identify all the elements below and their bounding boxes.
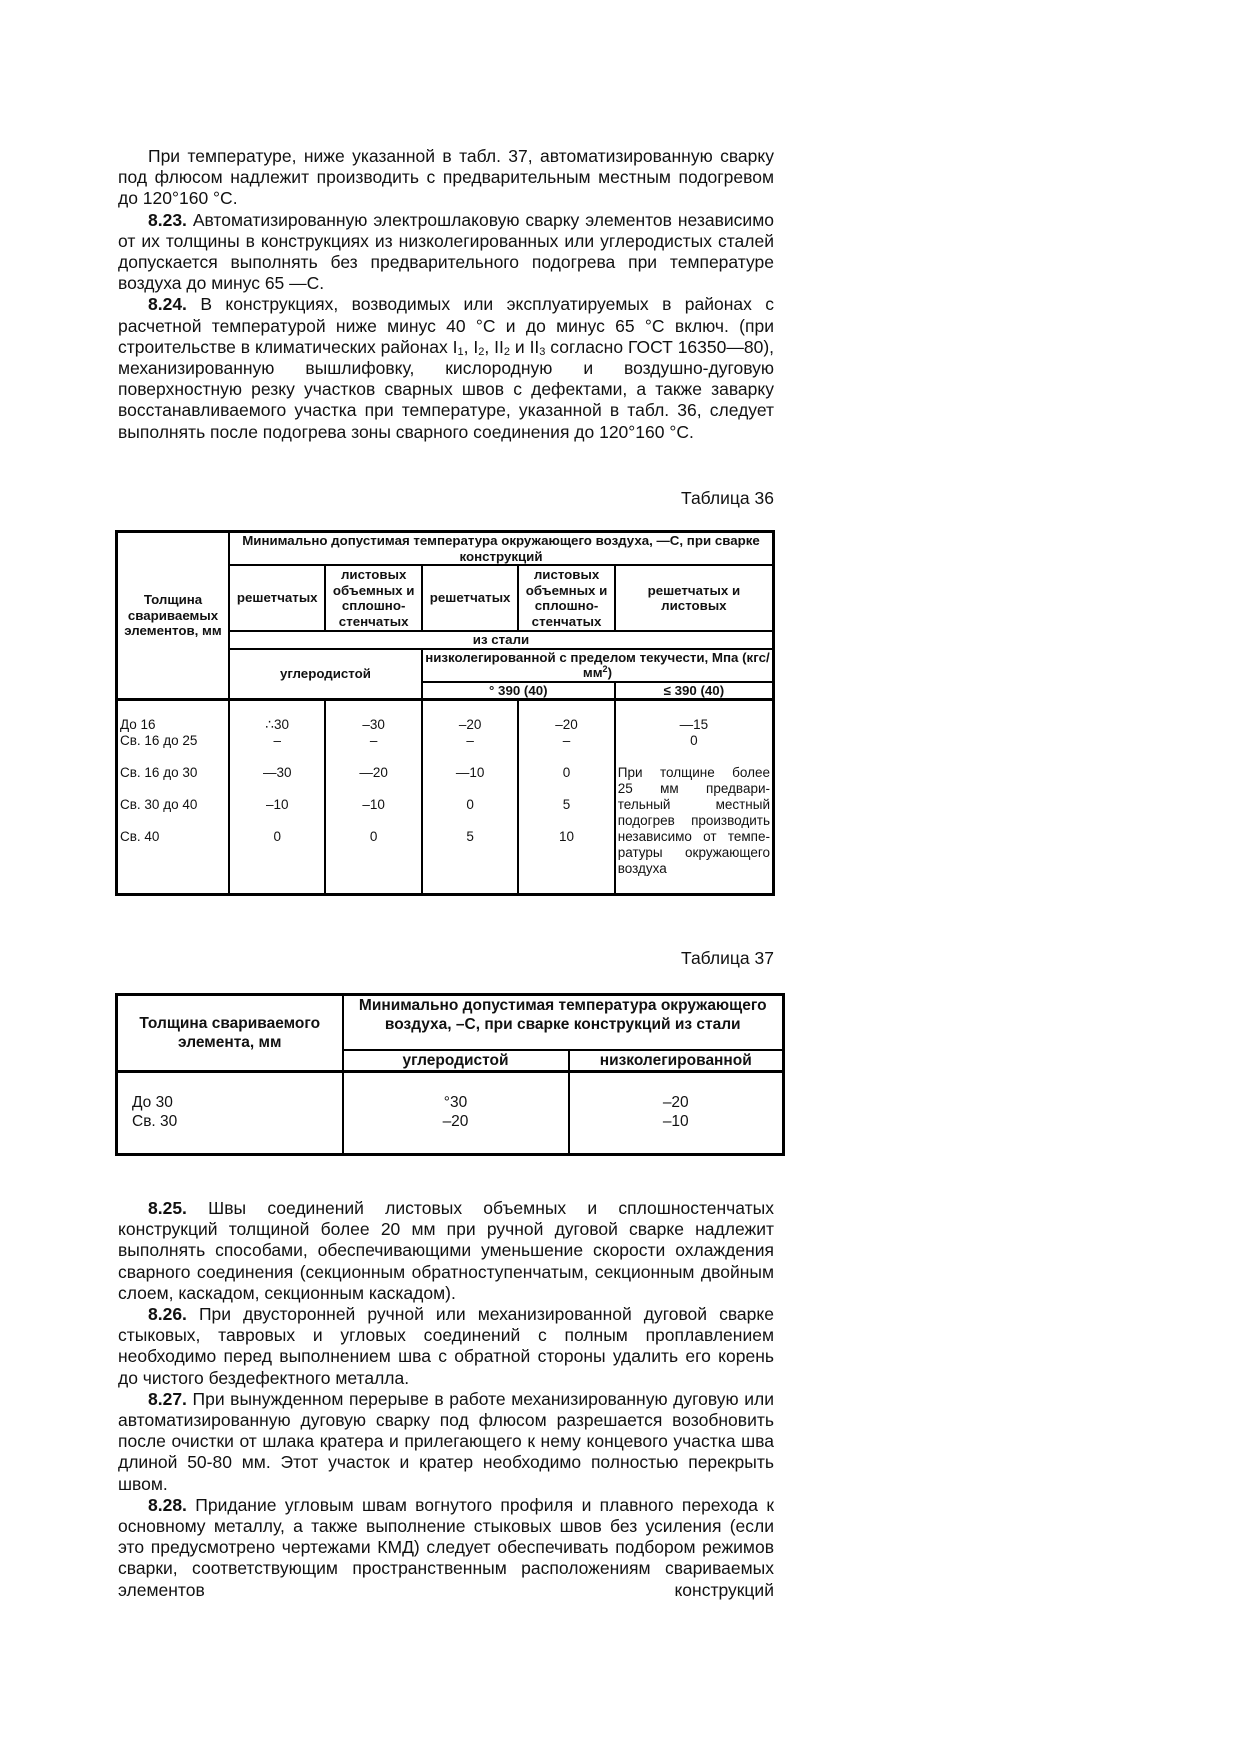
table-cell: – [369,733,378,748]
note-line: 25 мм предвари- [617,781,770,796]
table-cell: 0 [466,797,474,812]
col-v3 [422,700,518,895]
header-lowalloy-steel: низколегированной [569,1050,784,1072]
clause-number: 8.27. [148,1388,187,1409]
note-line: ратуры окружающего [617,845,770,860]
table-cell: 0 [690,733,698,748]
paragraph-8-26 [118,1304,774,1389]
clause-number: 8.24. [148,294,187,315]
paragraph-8-27 [118,1389,774,1495]
header-carbon-steel: углеродистой [343,1050,569,1072]
table-cell: –10 [362,797,385,812]
header-min-temp: Минимально допустимая температура окружающего воздуха, –С, при сварке конструкций из стали [343,995,784,1050]
paragraph-8-24 [118,294,774,442]
subscript: 1 [457,345,464,358]
header-lowalloy-end: ) [607,665,612,680]
table-cell: Св. 40 [120,829,160,844]
header-thickness: Толщина свариваемых элементов, мм [117,532,230,700]
table-cell: —30 [262,765,292,780]
paragraph-intro [118,146,774,210]
paragraph-text: В конструкциях, возводимых или эксплуатируемых в районах с расчетной температурой ниже минус 40 °С и до минус 65 °С включ. (при строительстве в климатических районах I [118,294,774,357]
col-lowalloy [569,1071,784,1154]
table-cell: Св. 30 до 40 [120,797,198,812]
table-cell: – [466,733,474,748]
paragraph-text: и II [510,336,540,357]
clause-number: 8.26. [148,1304,187,1325]
table-cell: – [562,733,571,748]
paragraph-text: При вынужденном перерыве в работе механизированную дуговую или автоматизированную дуговую сварку под флюсом разрешается возобновить после очистки от шлака кратера и прилегающего к нему концевого участка шва длиной 50-80 мм. Этот участок и кратер необходимо полностью перекрыть швом. [118,1388,774,1494]
header-col-both: решетчатых и листовых [615,565,774,631]
header-col-lattice: решетчатых [229,565,325,631]
superscript: 2 [602,664,608,674]
table-cell: 0 [369,829,378,844]
paragraph-text: Швы соединений листовых объемных и сплошностенчатых конструкций толщиной более 20 мм при ручной дуговой сварке надлежит выполнять способами, обеспечивающими уменьшение скорости охлаждения сварного соединения (секционным обратноступенчатым, секционным двойным слоем, каскадом, секционным каскадом). [118,1198,774,1303]
paragraph-text: согласно ГОСТ 16350—80), механизированную вышлифовку, кислородную и воздушно-дуговую поверхностную резку участков сварных швов с дефектами, а также заварку восстанавливаемого участка при температуре, указанной в табл. 36, следует выполнять после подогрева зоны сварного соединения до 120°160 °С. [118,336,775,442]
table-cell: –20 [442,1112,469,1130]
paragraph-text: При двусторонней ручной или механизированной дуговой сварке стыковых, тавровых и угловых соединений с полным проплавлением необходимо перед выполнением шва с обратной стороны удалить его корень до чистого бездефектного металла. [118,1304,774,1388]
col-thickness [117,700,230,895]
header-lowalloy-steel [422,649,774,682]
subscript: 2 [503,345,511,358]
table-cell: – [273,733,281,748]
col-v5 [615,700,774,895]
table-cell: –30 [362,717,385,732]
header-from-steel: из стали [229,631,774,649]
table-cell: —20 [359,765,388,780]
subscript: 3 [539,345,546,358]
header-col-sheet: листовых объемных и сплошно-стенчатых [325,565,421,631]
clause-number: 8.28. [148,1494,187,1515]
header-yield-1: ° 390 (40) [422,682,615,700]
table-cell: Св. 16 до 30 [120,765,198,780]
header-thickness: Толщина свариваемого элемента, мм [117,995,343,1072]
table-cell: До 16 [120,717,156,732]
paragraph-text: При температуре, ниже указанной в табл. 37, автоматизированную сварку под флюсом надлежит производить с предварительным местным подогревом до 120°160 °С. [118,146,774,209]
note-line: независимо от темпе- [617,829,770,844]
header-carbon-steel: углеродистой [229,649,422,700]
col-carbon [343,1071,569,1154]
table-cell: 0 [562,765,571,780]
table-cell: 5 [562,797,571,812]
table-cell: —15 [679,717,709,732]
table-cell: 10 [559,829,575,844]
table-36 [115,530,775,896]
table-cell: —10 [455,765,485,780]
table-body [117,700,774,895]
table-cell: –20 [662,1093,689,1111]
table-cell: –10 [662,1112,689,1130]
paragraph-text: , I [463,336,479,357]
table-cell: ∴30 [265,717,290,732]
note-line: воздуха [617,861,667,876]
table-cell: Св. 16 до 25 [120,733,198,748]
note-line: подогрев производить [617,813,770,828]
col-v1 [229,700,325,895]
paragraph-text: Автоматизированную электрошлаковую сварку элементов независимо от их толщины в конструкциях из низколегированных или углеродистых сталей допускается выполнять без предварительного подогрева при температуре воздуха до минус 65 —С. [118,209,774,294]
subscript: 2 [478,345,485,358]
table-cell: Св. 30 [132,1112,178,1130]
col-v2 [325,700,421,895]
table-cell: –20 [458,717,482,732]
clause-number: 8.23. [148,209,187,230]
clause-number: 8.25. [148,1198,187,1218]
table-body [117,1071,784,1154]
table-cell: До 30 [132,1093,173,1111]
table-note [618,765,770,877]
bottom-text [118,1198,774,1601]
table-37 [115,993,785,1156]
top-text [118,146,774,443]
table-cell: °30 [443,1093,468,1111]
table-cell: 0 [273,829,281,844]
col-thickness [117,1071,343,1154]
paragraph-text: , II [484,336,504,357]
table-cell: 5 [466,829,474,844]
header-min-temp: Минимально допустимая температура окружающего воздуха, —С, при сварке конструкций [229,532,774,566]
header-yield-2: ≤ 390 (40) [615,682,774,700]
paragraph-text: Придание угловым швам вогнутого профиля и плавного перехода к основному металлу, а также выполнение стыковых швов без усиления (если это предусмотрено чертежами КМД) следует обеспечивать подбором режимов сварки, соответствующим пространственным расположениям свариваемых элементов конструкций [118,1494,774,1600]
col-v4 [518,700,614,895]
paragraph-8-28 [118,1495,774,1601]
table-36-caption: Таблица 36 [681,488,774,508]
paragraph-8-25 [118,1198,774,1304]
header-lowalloy-text: низколегированной с пределом текучести, Мпа (кгс/мм [425,649,770,680]
note-line: тельный местный [617,797,770,812]
table-37-caption: Таблица 37 [681,948,774,968]
header-col-lattice-2: решетчатых [422,565,518,631]
paragraph-8-23 [118,210,774,295]
table-cell: –20 [555,717,578,732]
header-col-sheet-2: листовых объемных и сплошно-стенчатых [518,565,614,631]
table-cell: –10 [265,797,289,812]
note-line: При толщине более [617,765,770,780]
